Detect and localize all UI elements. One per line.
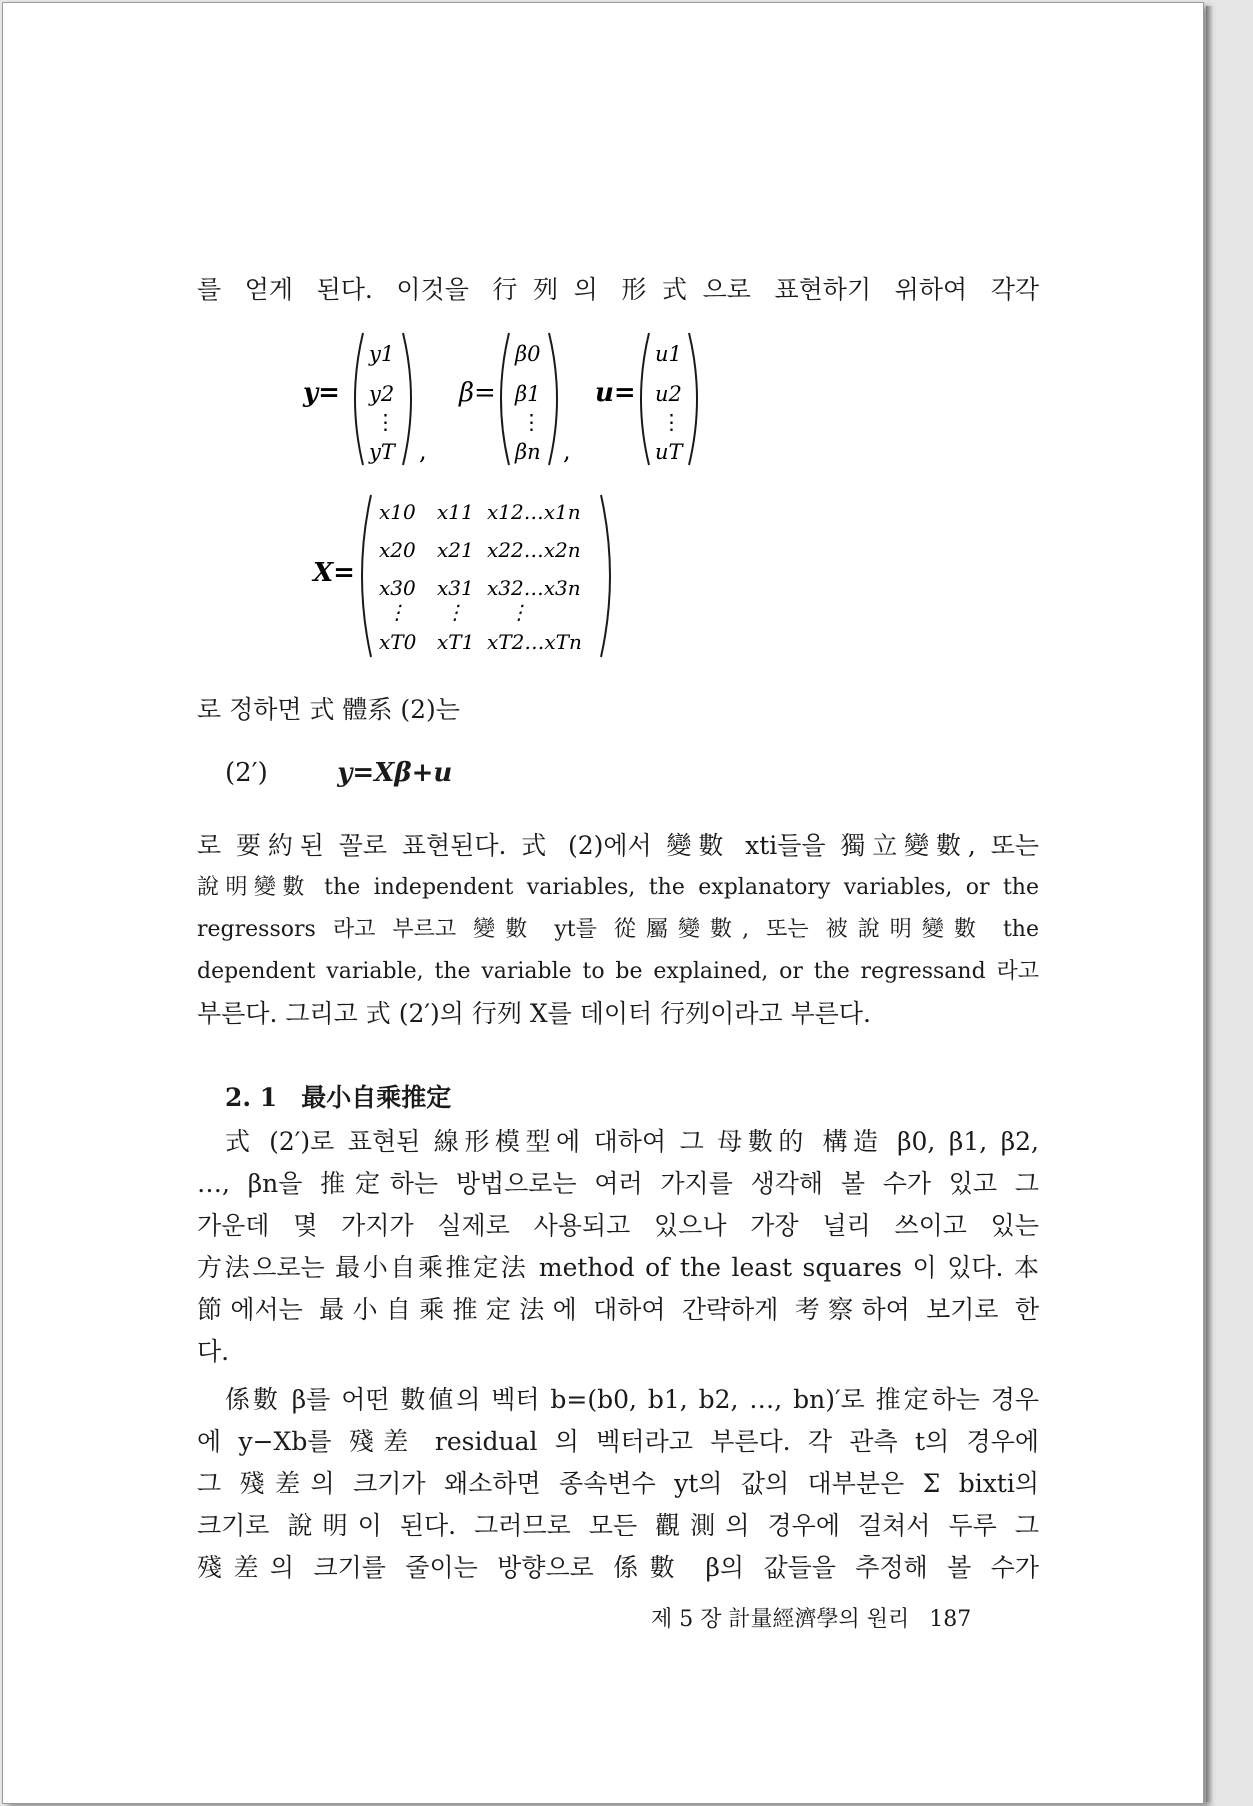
vector-y-name: y=	[303, 378, 340, 408]
vector-u-entry-4: uT	[655, 440, 683, 464]
text-line-5: regressors 라고 부르고 變數 yt를 從屬變數, 또는 被說明變數 the	[197, 917, 1039, 942]
running-footer-chapter: 제 5 장 計量經濟學의 원리	[651, 1607, 910, 1632]
text-line-4: 說明變數 the independent variables, the explanatory variables, or the	[197, 875, 1039, 900]
vector-u-entry-1: u1	[655, 342, 682, 366]
section-number: 2. 1	[225, 1083, 278, 1112]
data-matrix	[313, 491, 613, 661]
matrix-cell: xT2…xTn	[487, 630, 582, 654]
matrix-cell: x21	[437, 538, 474, 562]
vector-u-entry-3: ⋮	[661, 410, 682, 434]
matrix-cell: x22…x2n	[487, 538, 581, 562]
text-line-15: 에 y−Xb를 殘差 residual 의 벡터라고 부른다. 각 관측 t의 경우에	[197, 1427, 1039, 1456]
vector-u-name: u=	[595, 378, 636, 408]
section-heading	[225, 1081, 475, 1115]
matrix-cell: x30	[379, 576, 416, 600]
page-number: 187	[929, 1607, 972, 1632]
vector-beta-entry-4: βn	[515, 440, 541, 464]
matrix-cell: x11	[437, 500, 474, 524]
matrix-cell: x32…x3n	[487, 576, 581, 600]
text-line-14: 係數 β를 어떤 數値의 벡터 b=(b0, b1, b2, …, bn)′로 推定하는 경우	[225, 1385, 1039, 1414]
text-line-12: 節에서는 最小自乘推定法에 대하여 간략하게 考察하여 보기로 한	[197, 1295, 1039, 1324]
text-line-9: …, βn을 推定하는 방법으로는 여러 가지를 생각해 볼 수가 있고 그	[197, 1169, 1039, 1198]
vector-u	[595, 333, 697, 465]
vector-y	[302, 333, 427, 465]
matrix-cell: ⋮	[445, 600, 465, 624]
text-line-16: 그 殘差의 크기가 왜소하면 종속변수 yt의 값의 대부분은 Σ bixti의	[197, 1469, 1039, 1498]
text-line-1: 를 얻게 된다. 이것을 行列의 形式으로 표현하기 위하여 각각	[197, 275, 1039, 304]
section-title: 最小自乘推定	[301, 1083, 452, 1112]
text-line-6: dependent variable, the variable to be explained, or the regressand 라고	[197, 959, 1039, 984]
vector-beta-name: β=	[459, 378, 496, 408]
matrix-cell: x31	[437, 576, 474, 600]
vector-beta-entry-3: ⋮	[521, 410, 542, 434]
matrix-cell: ⋮	[509, 600, 529, 624]
matrix-cell: x20	[379, 538, 416, 562]
text-line-17: 크기로 說明이 된다. 그러므로 모든 觀測의 경우에 걸쳐서 두루 그	[197, 1511, 1039, 1540]
page-footer	[651, 1605, 971, 1635]
vector-beta-entry-1: β0	[515, 342, 541, 366]
equation-2-prime	[225, 755, 452, 791]
matrix-cell: xT1	[437, 630, 475, 654]
text-line-3: 로 要約된 꼴로 표현된다. 式 (2)에서 變數 xti들을 獨立變數, 또는	[197, 831, 1039, 860]
vector-definitions	[303, 329, 703, 469]
vector-beta-entry-2: β1	[515, 382, 541, 406]
matrix-cell: xT0	[379, 630, 417, 654]
text-line-18: 殘差의 크기를 줄이는 방향으로 係數 β의 값들을 추정해 볼 수가	[197, 1553, 1039, 1582]
vector-u-entry-2: u2	[655, 382, 682, 406]
equation-expression: y=Xβ+u	[337, 758, 453, 788]
text-line-7: 부른다. 그리고 式 (2′)의 行列 X를 데이터 行列이라고 부른다.	[197, 999, 871, 1028]
book-page	[2, 2, 1204, 1804]
vector-y-entry-3: ⋮	[375, 410, 396, 434]
text-line-2: 로 정하면 式 體系 (2)는	[197, 695, 460, 724]
text-line-13: 다.	[197, 1337, 230, 1366]
svg-text:,: ,	[419, 437, 427, 465]
text-line-11: 方法으로는 最小自乘推定法 method of the least squares 이 있다. 本	[197, 1253, 1039, 1282]
vector-beta	[458, 333, 571, 465]
text-line-8: 式 (2′)로 표현된 線形模型에 대하여 그 母數的 構造 β0, β1, β2,	[225, 1127, 1039, 1156]
matrix-name: X=	[313, 558, 355, 588]
vector-y-entry-4: yT	[369, 440, 395, 464]
matrix-cell: ⋮	[387, 600, 407, 624]
vector-y-entry-2: y2	[369, 382, 395, 406]
text-line-10: 가운데 몇 가지가 실제로 사용되고 있으나 가장 널리 쓰이고 있는	[197, 1211, 1039, 1240]
matrix-cell: x10	[379, 500, 416, 524]
page-edge-shadow	[1206, 6, 1214, 1802]
matrix-cell: x12…x1n	[487, 500, 581, 524]
svg-text:,: ,	[563, 437, 571, 465]
vector-y-entry-1: y1	[369, 342, 395, 366]
equation-label: (2′)	[225, 758, 268, 788]
